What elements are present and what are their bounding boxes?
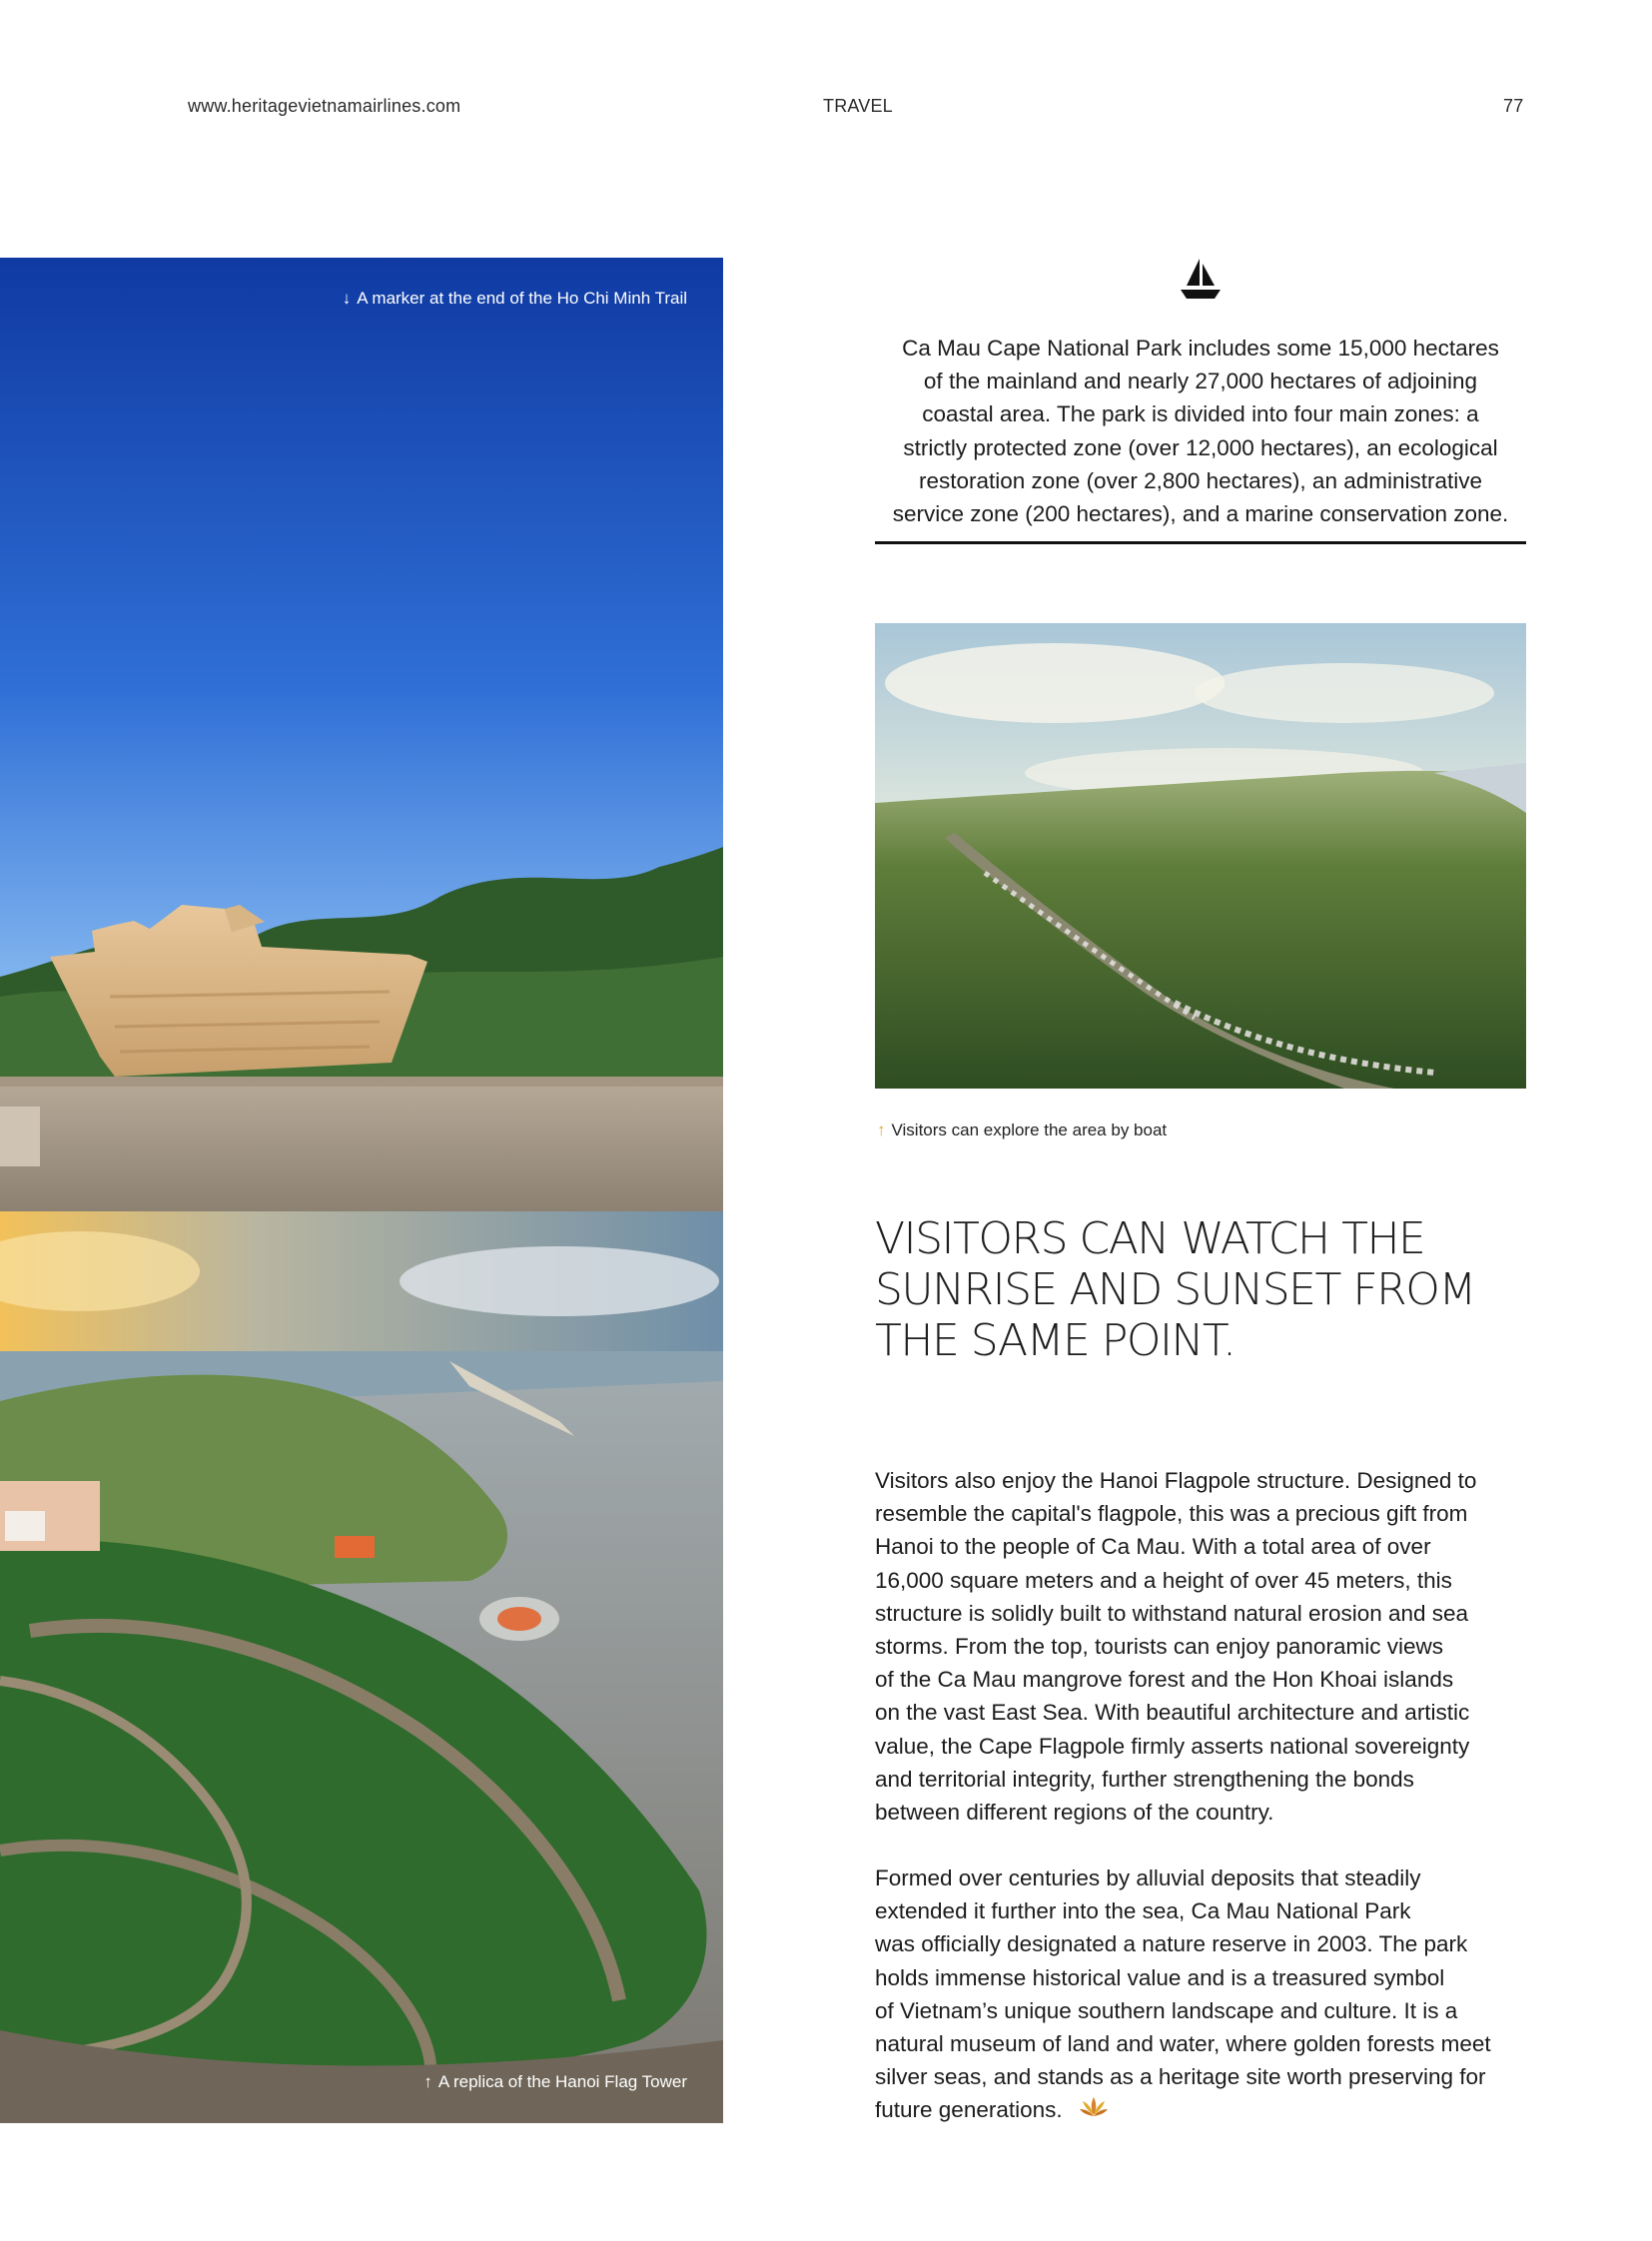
- marker-caption-text: A marker at the end of the Ho Chi Minh Trail: [357, 289, 687, 308]
- intro-paragraph: Ca Mau Cape National Park includes some 15,000 hectares of the mainland and nearly 27,000 hectares of adjoining coastal area. The park is divided into four main zones: a strictly protected zone (over 12,000 hectares), an ecological restoration zone (over 2,800 hectares), an administrative service zone (200 hectares), and a marine conservation zone.: [892, 336, 1509, 527]
- intro-divider: [875, 541, 1526, 544]
- pull-quote-headline: VISITORS CAN WATCH THE SUNRISE AND SUNSET FROM THE SAME POINT.: [875, 1213, 1475, 1366]
- website-url[interactable]: www.heritagevietnamairlines.com: [188, 96, 461, 116]
- flag-tower-photo: [0, 1211, 723, 2123]
- arrow-down-icon: ↓: [342, 289, 352, 308]
- lotus-icon: [1079, 2095, 1109, 2124]
- arrow-up-icon: ↑: [877, 1120, 886, 1139]
- body-paragraph-2: Formed over centuries by alluvial deposits that steadily extended it further into the sea, Ca Mau National Park was officially designated a nature reserve in 2003. The park holds immense historical value and is a treasured symbol of Vietnam’s unique southern landscape and culture. It is a natural museum of land and water, where golden forests meet silver seas, and stands as a heritage site worth preserving for future generations.: [875, 1866, 1491, 2123]
- aerial-river-caption-text: Visitors can explore the area by boat: [891, 1120, 1168, 1139]
- aerial-river-caption: [877, 1120, 1167, 1140]
- body-paragraph-1: Visitors also enjoy the Hanoi Flagpole structure. Designed to resemble the capital's flagpole, this was a precious gift from Hanoi to the people of Ca Mau. With a total area of over 16,000 square meters and a height of over 45 meters, this structure is solidly built to withstand natural erosion and sea storms. From the top, tourists can enjoy panoramic views of the Ca Mau mangrove forest and the Hon Khoai islands on the vast East Sea. With beautiful architecture and artistic value, the Cape Flagpole firmly asserts national sovereignty and territorial integrity, further strengthening the bonds between different regions of the country.: [875, 1468, 1477, 1826]
- aerial-river-photo-art: [875, 623, 1526, 1089]
- section-label: TRAVEL: [823, 96, 893, 116]
- marker-photo: [0, 258, 723, 1211]
- flag-tower-caption: [423, 2072, 687, 2092]
- flag-tower-photo-art: [0, 1211, 723, 2123]
- sailboat-icon: [1177, 256, 1225, 309]
- marker-photo-art: [0, 258, 723, 1211]
- marker-caption: [343, 289, 687, 309]
- page-number: 77: [1503, 96, 1524, 116]
- flag-tower-caption-text: A replica of the Hanoi Flag Tower: [437, 2072, 687, 2091]
- arrow-up-icon: ↑: [423, 2072, 432, 2091]
- aerial-river-photo: [875, 623, 1526, 1089]
